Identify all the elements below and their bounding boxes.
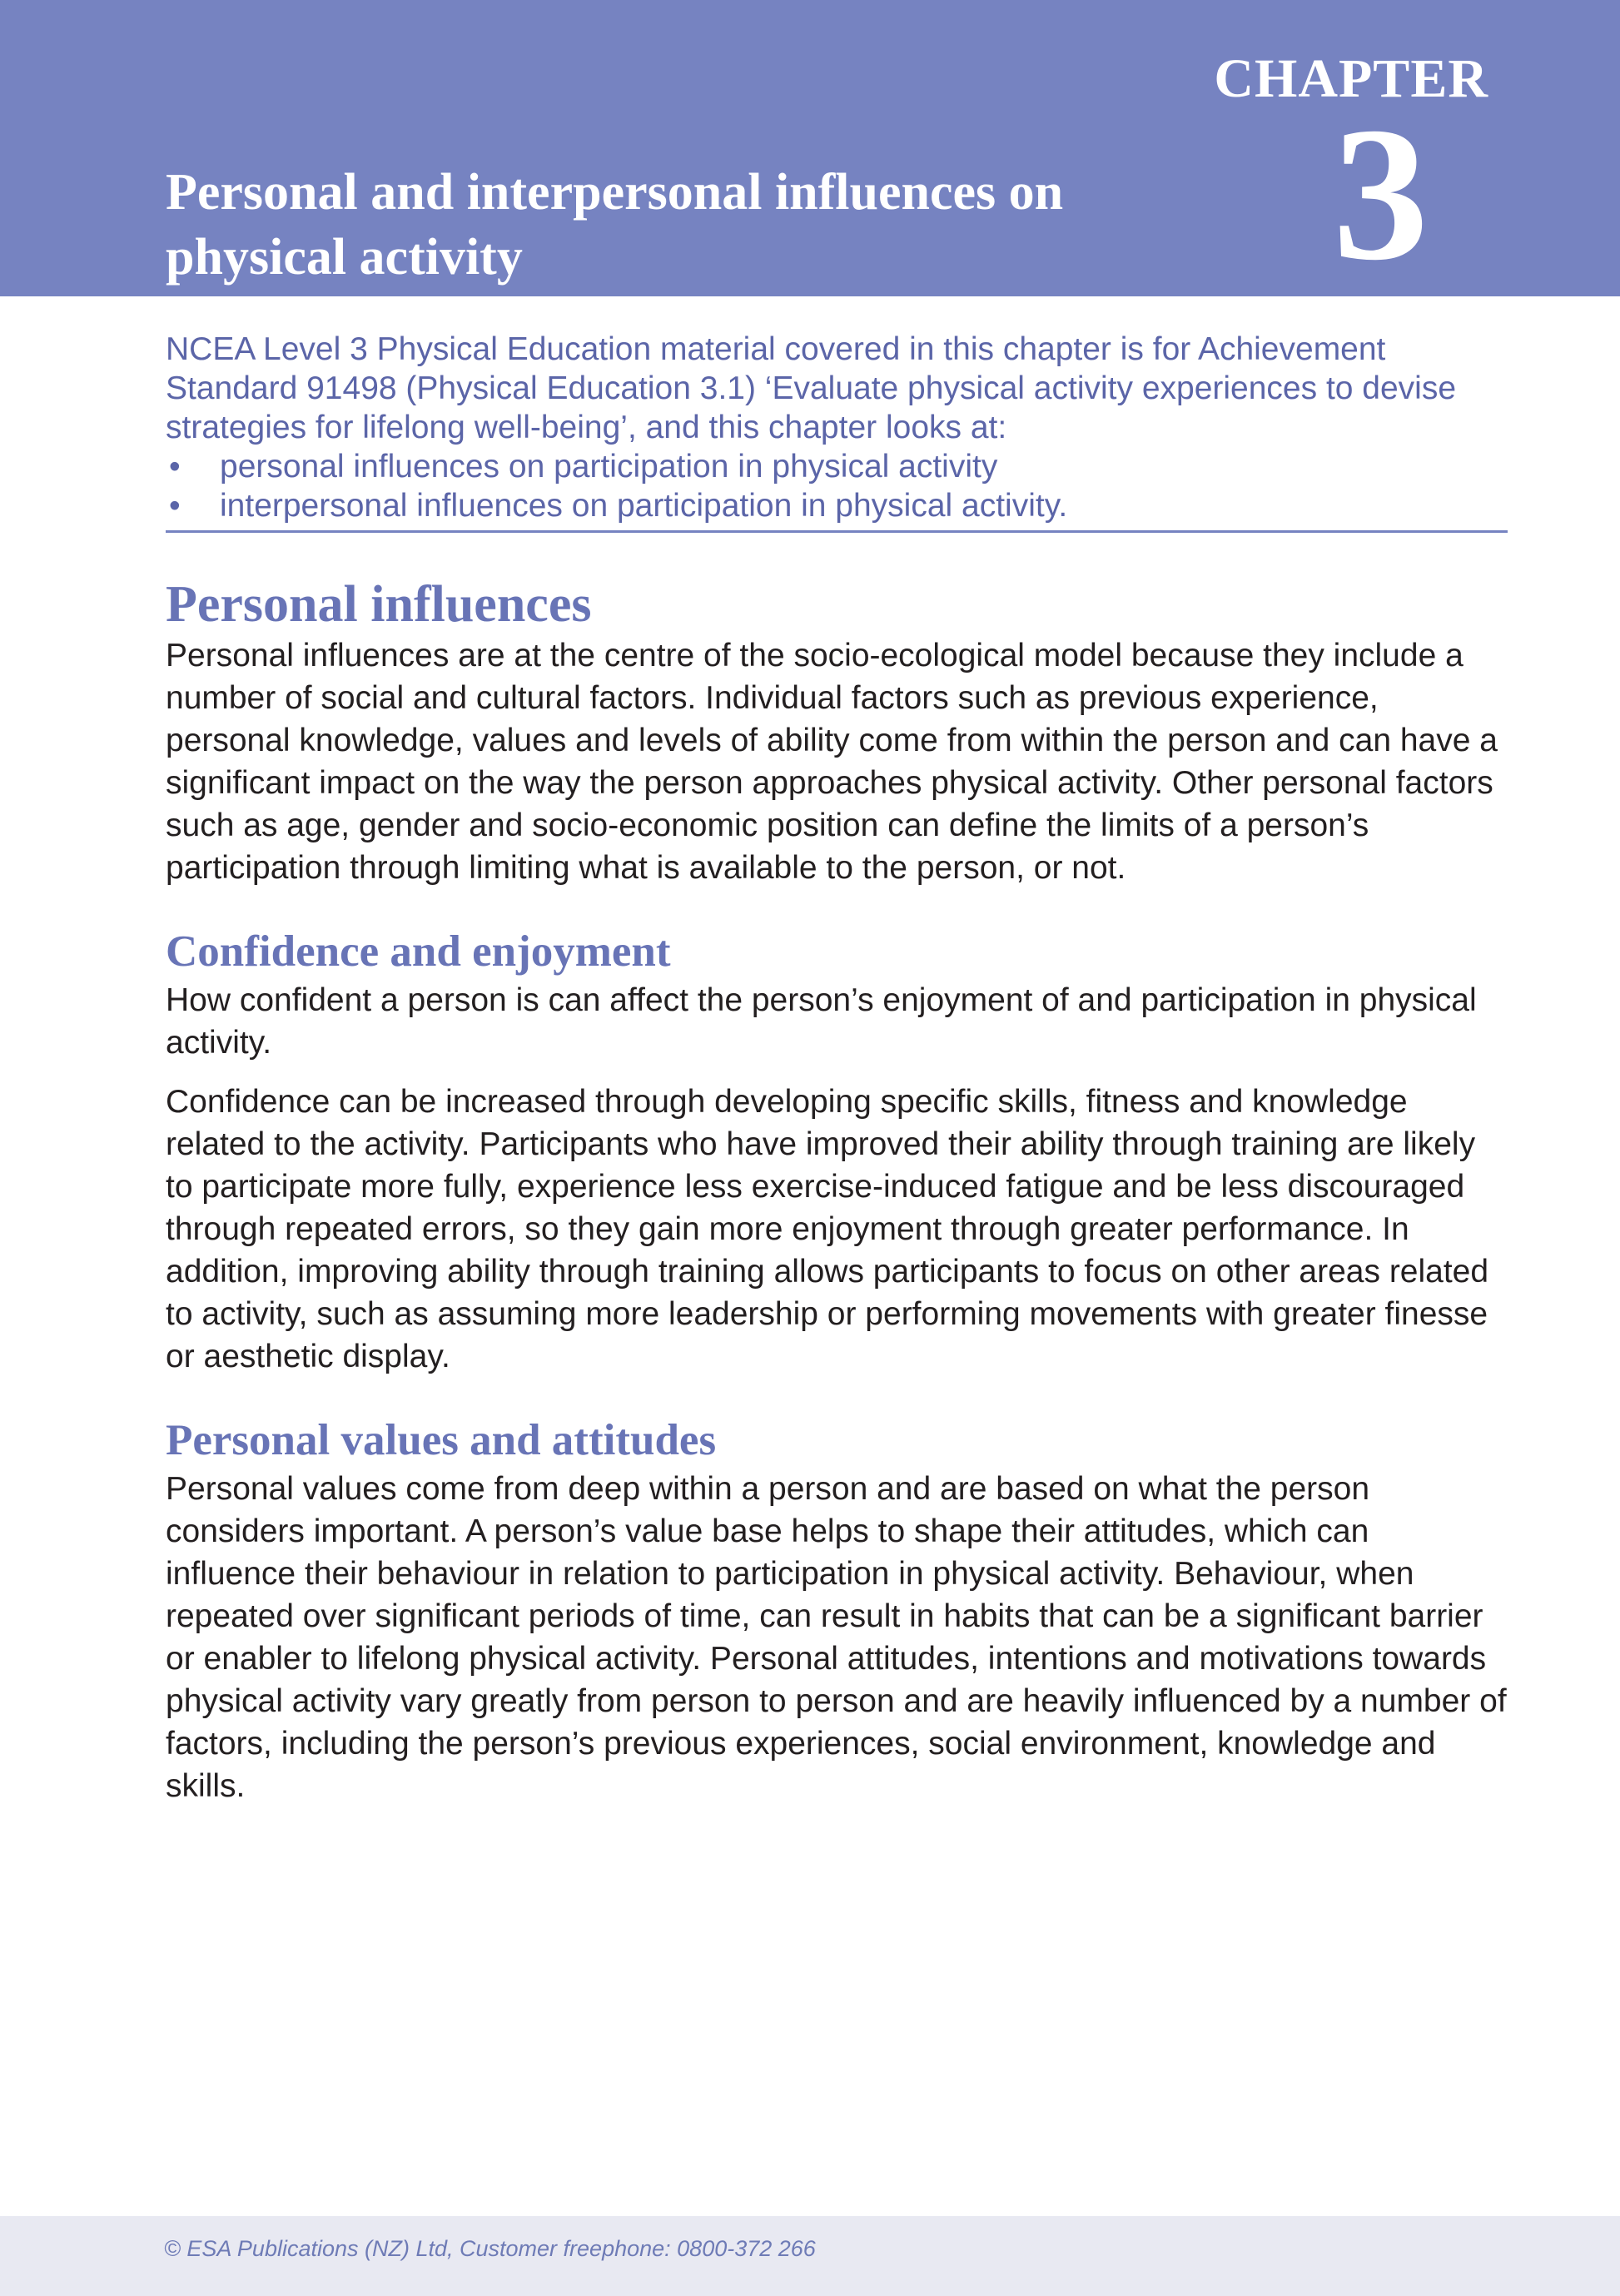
intro-bullet-item <box>166 447 1508 486</box>
main-content <box>166 574 1508 1842</box>
intro-block <box>166 330 1508 525</box>
footer-copyright: © ESA Publications (NZ) Ltd, Customer freephone: 0800-372 266 <box>164 2236 816 2261</box>
section-heading: Confidence and enjoyment <box>166 927 671 976</box>
bullet-icon: • <box>169 449 181 485</box>
body-paragraph: Confidence can be increased through developing specific skills, fitness and knowledge related to the activity. Participants who have improved their ability through training are likely to participate more fully, experience less exercise-induced fatigue and be less discouraged through repeated errors, so they gain more enjoyment through greater performance. In addition, improving ability through training allows participants to focus on other areas related to activity, such as assuming more leadership or performing movements with greater finesse or aesthetic display. <box>166 1084 1489 1374</box>
section-values-attitudes <box>166 1413 1508 1807</box>
intro-bullet-text: interpersonal influences on participation in physical activity. <box>220 488 1068 524</box>
body-paragraph: Personal values come from deep within a person and are based on what the person considers important. A person’s value base helps to shape their attitudes, which can influence their behaviour in relation to participation in physical activity. Behaviour, when repeated over significant periods of time, can result in habits that can be a significant barrier or enabler to lifelong physical activity. Personal attitudes, intentions and motivations towards physical activity vary greatly from person to person and are heavily influenced by a number of factors, including the person’s previous experiences, social environment, knowledge and skills. <box>166 1471 1507 1804</box>
bullet-icon: • <box>169 488 181 524</box>
section-personal-influences <box>166 574 1508 889</box>
chapter-label: CHAPTER <box>1214 48 1488 109</box>
body-paragraph: Personal influences are at the centre of the socio-ecological model because they include a number of social and cultural factors. Individual factors such as previous experience, personal knowledge, values and levels of ability come from within the person and can have a significant impact on the way the person approaches physical activity. Other personal factors such as age, gender and socio-economic position can define the limits of a person’s participation through limiting what is available to the person, or not. <box>166 638 1498 886</box>
body-paragraph: How confident a person is can affect the person’s enjoyment of and participation in physical activity. <box>166 982 1477 1061</box>
intro-bullet-text: personal influences on participation in physical activity <box>220 449 998 485</box>
section-heading: Personal influences <box>166 576 592 633</box>
chapter-header-band <box>0 0 1620 300</box>
section-heading: Personal values and attitudes <box>166 1416 717 1464</box>
intro-text: NCEA Level 3 Physical Education material covered in this chapter is for Achievement Standard 91498 (Physical Education 3.1) ‘Evaluate physical activity experiences to devise strategies for lifelong well-being’, and this chapter looks at: <box>166 331 1457 445</box>
intro-divider <box>166 530 1508 533</box>
chapter-number: 3 <box>1333 87 1429 300</box>
intro-bullet-item <box>166 486 1508 525</box>
intro-bullet-list <box>166 447 1508 525</box>
chapter-title: Personal and interpersonal influences on physical activity <box>166 164 1064 286</box>
section-confidence-enjoyment <box>166 924 1508 1378</box>
